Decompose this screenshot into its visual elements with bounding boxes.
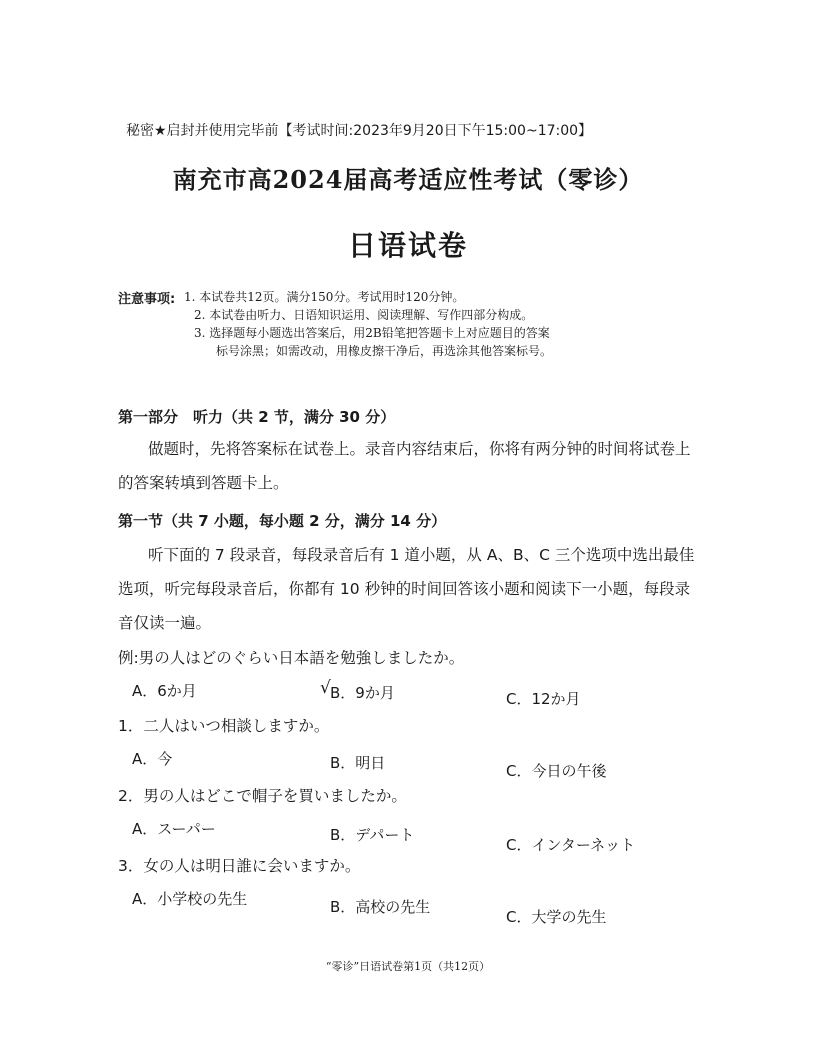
question-3: 3．女の人は明日誰に会いますか。: [118, 857, 361, 875]
question-3-option-a: A．小学校の先生: [132, 890, 248, 908]
check-mark-icon: √: [320, 678, 331, 698]
confidential-notice: 秘密★启封并使用完毕前【考试时间:2023年9月20日下午15:00~17:00】: [126, 123, 593, 139]
example-option-c: C．12か月: [506, 690, 581, 708]
question-2-option-b: B．デパート: [330, 826, 415, 844]
question-1: 1．二人はいつ相談しますか。: [118, 717, 330, 735]
question-1-option-b: B．明日: [330, 754, 386, 772]
question-2-option-c: C．インターネット: [506, 836, 636, 854]
note-item: 标号涂黑；如需改动，用橡皮擦干净后，再选涂其他答案标号。: [216, 344, 553, 358]
example-option-b: B．9か月: [330, 684, 395, 702]
section1-heading: 第一节（共 7 小题，每小题 2 分，满分 14 分）: [118, 512, 447, 530]
question-1-option-a: A．今: [132, 750, 173, 768]
note-item: 1. 本试卷共12页。满分150分。考试用时120分钟。: [184, 290, 465, 304]
question-2: 2．男の人はどこで帽子を買いましたか。: [118, 787, 407, 805]
question-2-option-a: A．スーパー: [132, 820, 216, 838]
question-1-option-c: C．今日の午後: [506, 762, 607, 780]
exam-subtitle: 日语试卷: [347, 229, 468, 262]
page-footer: “零诊”日语试卷第1页（共12页）: [325, 960, 491, 973]
part1-instruction: 做题时，先将答案标在试卷上。录音内容结束后，你将有两分钟的时间将试卷上的答案转填到答题卡上。: [118, 440, 691, 492]
section1-instruction: 听下面的 7 段录音，每段录音后有 1 道小题，从 A、B、C 三个选项中选出最佳选项，听完每段录音后，你都有 10 秒钟的时间回答该小题和阅读下一小题，每段录音仅读一遍。: [118, 546, 695, 632]
example-option-a: A．6か月: [132, 682, 197, 700]
question-3-option-c: C．大学の先生: [506, 908, 607, 926]
exam-title: 南充市高2024届高考适应性考试（零诊）: [172, 165, 644, 194]
part1-heading: 第一部分 听力（共 2 节，满分 30 分）: [118, 408, 396, 426]
notes-label: 注意事项:: [118, 292, 176, 307]
question-3-option-b: B．高校の先生: [330, 898, 431, 916]
note-item: 3. 选择题每小题选出答案后，用2B铅笔把答题卡上对应题目的答案: [194, 326, 550, 340]
example-question: 例:男の人はどのぐらい日本語を勉強しましたか。: [118, 649, 465, 667]
note-item: 2. 本试卷由听力、日语知识运用、阅读理解、写作四部分构成。: [194, 308, 534, 322]
